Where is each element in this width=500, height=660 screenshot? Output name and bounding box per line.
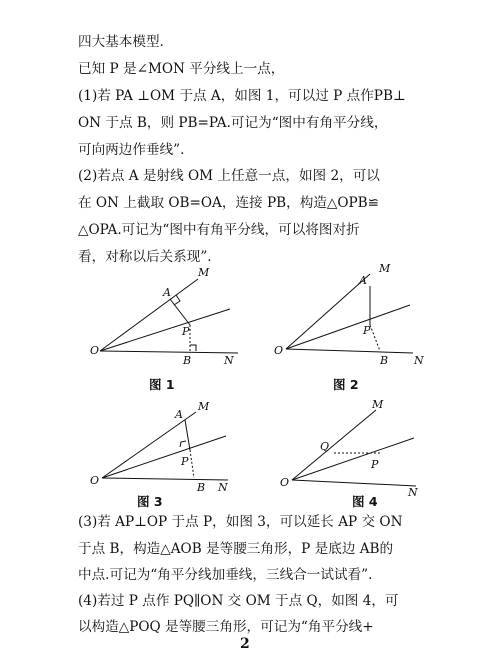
text-line: 中点.可记为“角平分线加垂线，三线合一试试看”. [78,567,373,583]
label-N: N [218,481,228,494]
text-line: (4)若过 P 点作 PQ∥ON 交 OM 于点 Q，如图 4，可 [78,593,399,609]
label-O: O [90,344,100,357]
label-A: A [359,274,367,287]
text-line: 于点 B，构造△AOB 是等腰三角形，P 是底边 AB的 [78,541,394,557]
text-line: (2)若点 A 是射线 OM 上任意一点，如图 2，可以 [78,168,380,184]
figure-2 [270,262,430,372]
label-M: M [198,400,210,413]
text-line: 看，对称以后关系现”. [78,249,212,265]
text-line: (3)若 AP⊥OP 于点 P，如图 3，可以延长 AP 交 ON [78,514,403,530]
label-O: O [280,476,290,489]
label-Q: Q [320,440,330,453]
text-line: 已知 P 是∠MON 平分线上一点， [78,61,285,77]
text-line: 以构造△POQ 是等腰三角形，可记为“角平分线+ [78,619,374,635]
label-B: B [380,354,389,367]
label-M: M [372,398,384,411]
text-line: △OPA.可记为“图中有角平分线，可以将图对折 [78,222,360,238]
figure-3-caption: 图 3 [137,494,163,509]
figure-4-caption: 图 4 [352,494,378,509]
text-line: 四大基本模型. [78,34,164,50]
figure-4 [280,398,430,498]
label-A: A [163,286,171,299]
figure-1-caption: 图 1 [149,377,175,392]
label-M: M [379,262,391,275]
label-B: B [197,481,206,494]
text-line: ON 于点 B，则 PB=PA.可记为“图中有角平分线， [78,115,388,131]
label-O: O [274,344,284,357]
label-N: N [224,354,234,367]
label-M: M [198,266,210,279]
figure-1 [90,262,250,372]
page-number: 2 [240,636,250,652]
label-N: N [414,354,424,367]
label-P: P [363,324,371,337]
text-line: (1)若 PA ⊥OM 于点 A，如图 1，可以过 P 点作PB⊥ [78,88,406,104]
label-B: B [183,354,192,367]
label-O: O [90,474,100,487]
figure-3 [88,398,248,498]
label-P: P [182,325,190,338]
label-N: N [408,486,418,498]
label-P: P [181,455,189,468]
figure-2-caption: 图 2 [333,377,359,392]
label-P: P [371,458,379,471]
label-A: A [175,408,183,421]
text-line: 在 ON 上截取 OB=OA，连接 PB，构造△OPB≌ [78,195,380,211]
text-line: 可向两边作垂线”. [78,142,185,158]
